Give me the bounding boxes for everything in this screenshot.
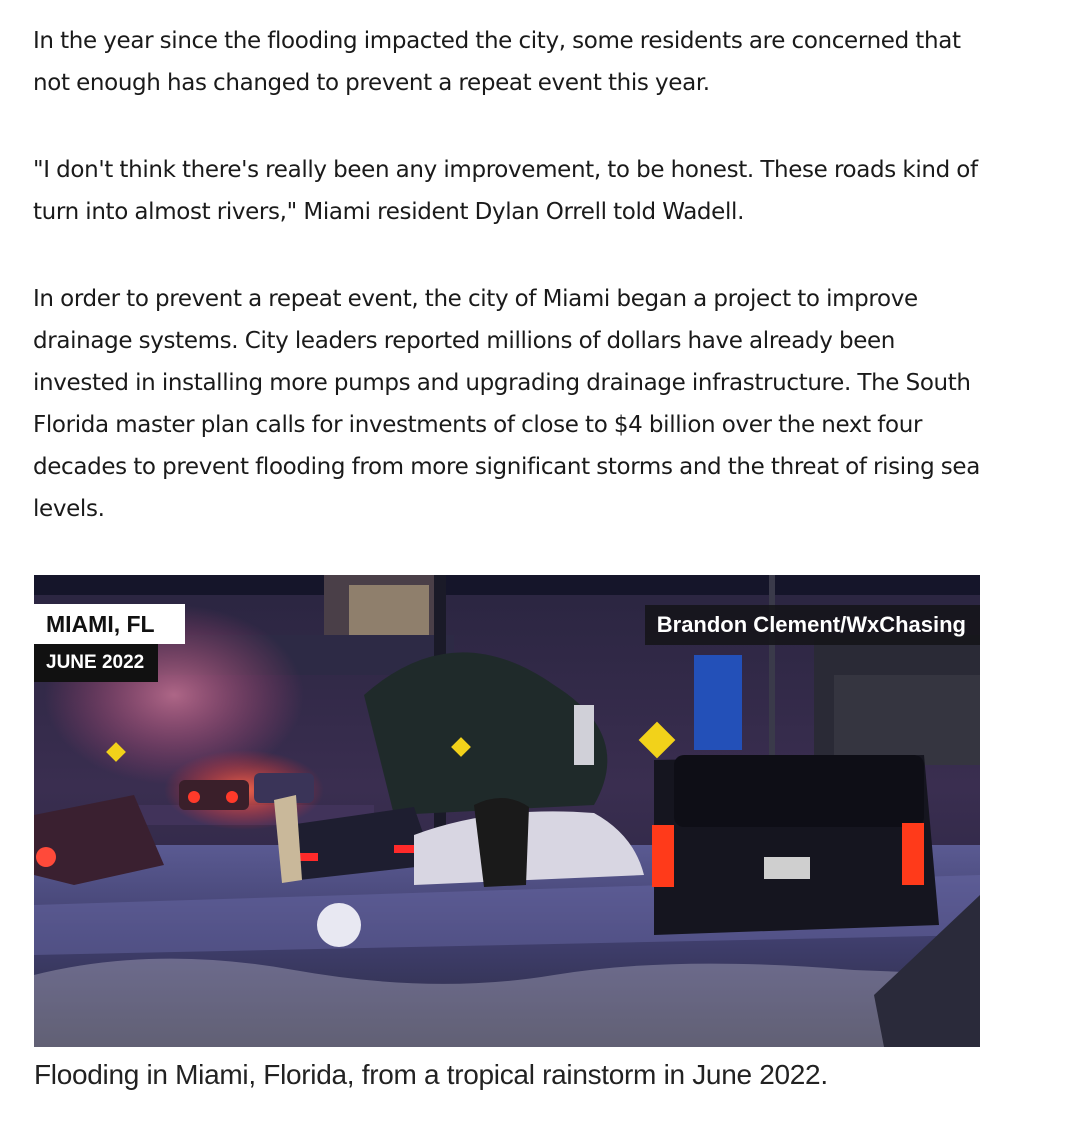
article-body <box>33 20 993 575</box>
flood-photo <box>34 575 980 1047</box>
article-figure <box>34 575 980 1095</box>
figure-caption: Flooding in Miami, Florida, from a tropical rainstorm in June 2022. <box>34 1059 828 1090</box>
photo-credit: Brandon Clement/WxChasing <box>645 605 980 645</box>
article-paragraph-2: "I don't think there's really been any improvement, to be honest. These roads kind of turn into almost rivers," Miami resident Dylan Orrell told Wadell. <box>33 157 978 225</box>
article-paragraph-3: In order to prevent a repeat event, the city of Miami began a project to improve drainage systems. City leaders reported millions of dollars have already been invested in installing more pumps and upgrading drainage infrastructure. The South Florida master plan calls for investments of close to $4 billion over the next four decades to prevent flooding from more significant storms and the threat of rising sea levels. <box>33 286 980 522</box>
location-label: MIAMI, FL <box>34 604 185 644</box>
date-label: JUNE 2022 <box>34 644 158 682</box>
flood-photo-illustration <box>34 575 980 1047</box>
article-paragraph-1: In the year since the flooding impacted the city, some residents are concerned that not enough has changed to prevent a repeat event this year. <box>33 28 961 96</box>
